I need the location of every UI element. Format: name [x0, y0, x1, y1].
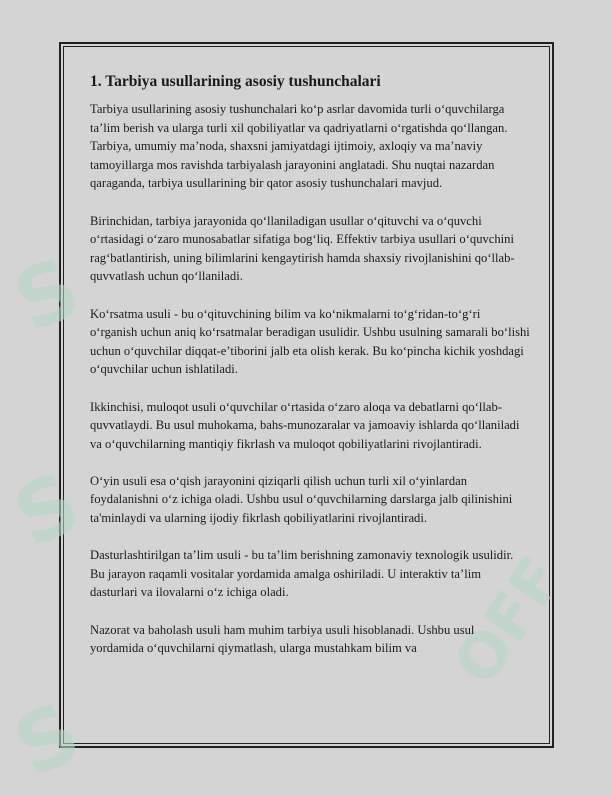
watermark-letter: S: [0, 240, 95, 352]
paragraph: O‘yin usuli esa o‘qish jarayonini qiziqarli qilish uchun turli xil o‘yinlardan foydalanishni o‘z ichiga oladi. Ushbu usul o‘quvchilarning darslarga jalb qilinishini ta'minlaydi va ularning ijodiy fikrlash qobiliyatlarini rivojlantiradi.: [90, 473, 513, 526]
paragraph: Dasturlashtirilgan ta’lim usuli - bu ta’lim berishning zamonaviy texnologik usulidir. Bu jarayon raqamli vositalar yordamida amalga oshiriladi. U interaktiv ta’lim dasturlari va ilovalarni o‘z ichiga oladi.: [90, 548, 514, 600]
section-title: 1. Tarbiya usullarining asosiy tushunchalari: [90, 73, 381, 90]
paragraph: Ko‘rsatma usuli - bu o‘qituvchining bilim va ko‘nikmalarni to‘g‘ridan-to‘g‘ri o‘rganish uchun aniq ko‘rsatmalar beradigan usulidir. Ushbu usulning samarali bo‘lishi uchun o‘quvchilar diqqat-e’tiborini jalb eta olish kerak. Bu ko‘pincha kichik yoshdagi o‘quvchilar uchun ishlatiladi.: [90, 306, 530, 377]
paragraph: Birinchidan, tarbiya jarayonida qo‘llaniladigan usullar o‘qituvchi va o‘quvchi o‘rtasidagi o‘zaro munosabatlar sifatiga bog‘liq. Effektiv tarbiya usullari o‘quvchini rag‘batlantirish, uning bilimlarini kengaytirish hamda shaxsiy rivojlanishini qo‘llab-quvvatlash uchun qo‘llaniladi.: [90, 213, 515, 284]
document-body: [90, 72, 530, 676]
paragraph: Tarbiya usullarining asosiy tushunchalari ko‘p asrlar davomida turli o‘quvchilarga ta’lim berish va ularga turli xil qobiliyatlar va qadriyatlarni o‘rgatishda qo‘llangan. Tarbiya, umumiy ma’noda, shaxsni jamiyatdagi ijtimoiy, axloqiy va ma’naviy tamoyillarga mos ravishda tarbiyalash jarayonini anglatadi. Shu nuqtai nazardan qaraganda, tarbiya usullarining bir qator asosiy tushunchalari mavjud.: [90, 102, 508, 191]
watermark-letter: S: [0, 685, 95, 796]
paragraph: Ikkinchisi, muloqot usuli o‘quvchilar o‘rtasida o‘zaro aloqa va debatlarni qo‘llab-quvvatlaydi. Bu usul muhokama, bahs-munozaralar va jamoaviy ishlarda qo‘llaniladi va o‘quvchilarning mantiqiy fikrlash va muloqot qobiliyatlarini rivojlantiradi.: [90, 399, 520, 451]
watermark-text: OFF: [438, 543, 578, 698]
paragraph: Nazorat va baholash usuli ham muhim tarbiya usuli hisoblanadi. Ushbu usul yordamida o‘quvchilarni qiymatlash, ularga mustahkam bilim va: [90, 622, 475, 656]
watermark-letter: S: [0, 455, 95, 567]
